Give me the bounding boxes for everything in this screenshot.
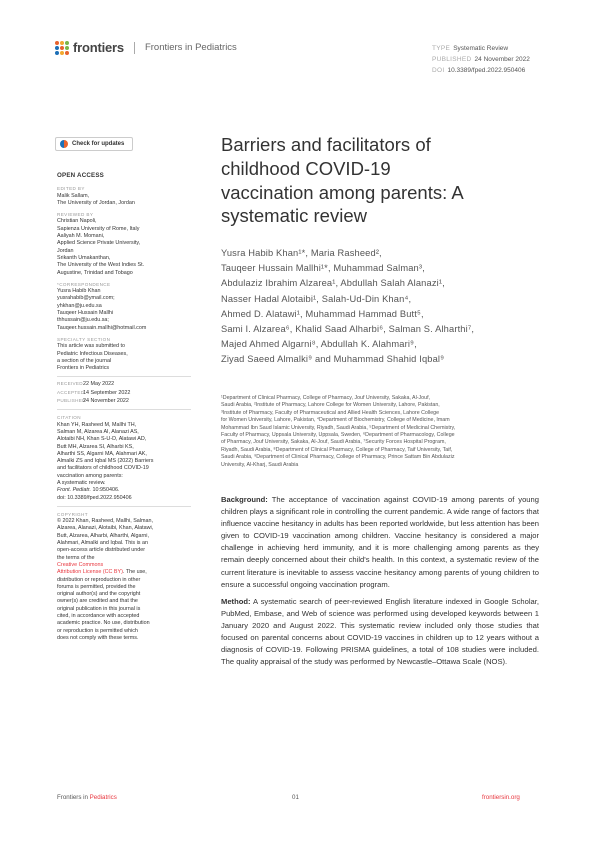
check-for-updates-button[interactable] (55, 137, 133, 151)
background-label: Background: (221, 495, 268, 504)
specialty-list-line: This article was submitted to (57, 343, 126, 350)
reviewed-by-list-line: Jordan (57, 247, 74, 254)
author-list-line: Tauqeer Hussain Mallhi¹*, Muhammad Salman³, (221, 263, 425, 274)
author-list-line: Yusra Habib Khan¹*, Maria Rasheed², (221, 248, 382, 258)
background-text: The acceptance of vaccination against COVID-19 among parents of young children plays a significant role in controlling the current pandemic. A wide range of factors that influence vaccine hesitancy in adults has been reported worldwide, but less attention has been given to COVID-19 vaccination among children. Vaccine hesitancy is considered a major challenge in achieving herd immunity, and it is more challenging among parents as they remain deeply concerned about their child's health. In this context, a systematic review of the current literature is inevitable to assess vaccine hesitancy among parents of young children to ensure a successful ongoing vaccination program. (221, 495, 539, 589)
affiliations-line: Saudi Arabia, ⁹Department of Clinical Pharmacy, College of Pharmacy, Prince Sattam Bin Abdulaziz (221, 454, 455, 461)
page-number: 01 (292, 794, 299, 801)
reviewed-by-list-line: The University of the West Indies St. (57, 262, 145, 269)
doi-value: 10.3389/fped.2022.950406 (447, 67, 526, 74)
article-type: Systematic Review (453, 45, 509, 52)
method-label: Method: (221, 596, 251, 606)
logo-dot (60, 41, 64, 45)
copyright-rest-list-line: academic practice. No use, distribution (57, 620, 150, 627)
affiliations-line: of Pharmacy, Jouf University, Sakaka, Al-Jouf, Saudi Arabia, ⁷Security Forces Hospital Program, (221, 439, 446, 446)
affiliations-line: for Women University, Lahore, Pakistan, ⁴Department of Biochemistry, College of Medicine, Imam (221, 417, 450, 424)
article-meta (432, 43, 530, 76)
edited-by-heading: EDITED BY (57, 186, 85, 192)
received-key: RECEIVED (57, 381, 83, 387)
citation-doi: doi: 10.3389/fped.2022.950406 (57, 494, 132, 501)
open-access-label: OPEN ACCESS (57, 172, 105, 179)
article-title-line: Barriers and facilitators of (221, 134, 431, 155)
correspondence-list (57, 288, 191, 332)
reviewed-by-list-line: Applied Science Private University, (57, 240, 141, 247)
logo-dot (65, 46, 69, 50)
copyright-rest-list-line: original publication in this journal is (57, 605, 141, 612)
correspondence-list-line: yusrahabib@ymail.com; (57, 295, 115, 302)
affiliations-line: Riyadh, Saudi Arabia, ⁸Department of Clinical Pharmacy, College of Pharmacy, Taif University, Taif, (221, 446, 453, 453)
correspondence-list-line: Tauqeer Hussain Mallhi (57, 310, 114, 317)
edited-by-list-line: Malik Sallam, (57, 192, 90, 199)
reviewed-by-list-line: Christian Napoli, (57, 218, 97, 225)
site-link[interactable]: frontiersin.org (482, 794, 520, 801)
accepted-date: 14 September 2022 (83, 389, 131, 396)
doi-key: DOI (432, 67, 445, 74)
specialty-list-line: a section of the journal (57, 357, 112, 364)
published-row (57, 397, 191, 405)
author-list (221, 246, 521, 368)
copyright-list-line: Alzarea, Alanazi, Alotaibi, Khan, Alatawi, (57, 525, 154, 532)
citation-list-line: Khan YH, Rasheed M, Mallhi TH, (57, 421, 137, 428)
logo-dot (60, 46, 64, 50)
copyright-list-line: Alahmari, Almalki and Iqbal. This is an (57, 540, 148, 547)
logo-dot (55, 51, 59, 55)
license-link-2[interactable]: Attribution License (CC BY) (57, 569, 123, 576)
reviewed-by-list-line: Augustine, Trinidad and Tobago (57, 269, 133, 276)
copyright-rest-list-line: owner(s) are credited and that the (57, 598, 138, 605)
specialty-list-line: Frontiers in Pediatrics (57, 365, 110, 372)
divider (57, 376, 191, 377)
divider (57, 506, 191, 507)
citation-heading: CITATION (57, 415, 81, 421)
copyright-rest-list-line: original author(s) and the copyright (57, 591, 141, 598)
logo-dot (60, 51, 64, 55)
logo-dot (65, 51, 69, 55)
article-info-sidebar (57, 172, 191, 642)
logo-dot (55, 41, 59, 45)
copyright-list-line: open-access article distributed under (57, 547, 146, 554)
type-key: TYPE (432, 45, 451, 52)
logo-dot (65, 41, 69, 45)
divider (57, 409, 191, 410)
specialty-list (57, 343, 191, 372)
correspondence-heading: *CORRESPONDENCE (57, 281, 111, 287)
article-title-line: vaccination among parents: A (221, 181, 464, 203)
received-date: 22 May 2022 (83, 381, 115, 388)
citation-list-line: A systematic review. (57, 479, 106, 486)
citation-list-line: Salman M, Alzarea AI, Alanazi AS, (57, 428, 139, 435)
citation-list-line: Alotaibi NH, Khan S-U-D, Alatawi AD, (57, 436, 147, 443)
check-for-updates-label: Check for updates (72, 141, 125, 147)
copyright-rest-list-line: forums is permitted, provided the (57, 583, 136, 590)
specialty-heading: SPECIALTY SECTION (57, 336, 111, 342)
copyright-rest-list-line: cited, in accordance with accepted (57, 613, 140, 620)
footer-journal-name: Pediatrics (89, 794, 117, 801)
copyright-heading: COPYRIGHT (57, 511, 88, 517)
specialty-list-line: Pediatric Infectious Diseases, (57, 350, 128, 357)
footer-journal (57, 794, 117, 801)
affiliations-line: Saudi Arabia, ²Institute of Pharmacy, Lahore College for Women University, Lahore, Pakistan, (221, 402, 440, 409)
correspondence-list-line: yhkhan@ju.edu.sa (57, 302, 102, 309)
affiliations-line: ³Institute of Pharmacy, Faculty of Pharmaceutical and Allied Health Sciences, Lahore College (221, 409, 440, 416)
affiliations-line: ¹Department of Clinical Pharmacy, College of Pharmacy, Jouf University, Sakaka, Al-Jouf, (221, 395, 431, 401)
citation-list (57, 422, 191, 488)
copyright-link-line-2 (57, 569, 191, 576)
correspondence-list-line: thhussain@ju.edu.sa; (57, 317, 109, 324)
published-date-left: 24 November 2022 (83, 398, 129, 405)
copyright-rest-list-line: does not comply with these terms. (57, 634, 139, 641)
accepted-row (57, 389, 191, 397)
copyright-rest-list-line: distribution or reproduction in other (57, 576, 141, 583)
citation-journal: Front. Pediatr. (57, 487, 91, 494)
article-title-line: systematic review (221, 205, 367, 227)
affiliations-line: University, Al-Kharj, Saudi Arabia (221, 461, 299, 468)
published-key-left: PUBLISHED (57, 398, 86, 404)
reviewed-by-list (57, 218, 191, 276)
copyright-list-line: Butt, Alzarea, Alharbi, Alharthi, Algarni, (57, 532, 149, 539)
brand-name: frontiers (73, 40, 124, 55)
method-text: A systematic search of peer-reviewed English literature indexed in Google Scholar, PubMed, Embase, and Web of science was performed using developed keywords between 1 January 2020 and August 2022. This systematic review included only those studies that focused on parental concerns about COVID-19 vaccines in children up to 12 years without a diagnosis of COVID-19. Following PRISMA guidelines, a total of 108 studies were included. The quality appraisal of the study was performed by Newcastle–Ottawa Scale (NOS). (221, 596, 539, 667)
logo-dot (55, 46, 59, 50)
refresh-icon (60, 140, 68, 148)
edited-by-list-line: The University of Jordan, Jordan (57, 199, 135, 206)
copyright-list-line: © 2022 Khan, Rasheed, Mallhi, Salman, (57, 518, 153, 525)
reviewed-by-list-line: Srikanth Umakanthan, (57, 254, 111, 261)
edited-by-list (57, 193, 191, 208)
correspondence-list-line: Tauqeer.hussain.mallhi@hotmail.com (57, 324, 147, 331)
copyright-rest-list-line: or reproduction is permitted which (57, 627, 138, 634)
abstract (221, 494, 539, 673)
correspondence-list-line: Yusra Habib Khan (57, 288, 101, 295)
accepted-key: ACCEPTED (57, 389, 85, 395)
frontiers-logo-icon (55, 41, 69, 55)
license-link[interactable]: Creative Commons (57, 561, 104, 568)
author-list-line: Abdulaziz Ibrahim Alzarea¹, Abdullah Salah Alanazi¹, (221, 278, 445, 289)
copyright-after-link: . The use, (122, 569, 147, 576)
affiliations-line: Faculty of Pharmacy, Uppsala University, Uppsala, Sweden, ⁶Department of Pharmacology, College (221, 432, 455, 439)
affiliations-line: Mohammad Ibn Saud Islamic University, Riyadh, Saudi Arabia, ⁵Department of Medicinal Chemistry, (221, 424, 456, 431)
article-title (221, 133, 521, 228)
reviewed-by-heading: REVIEWED BY (57, 212, 94, 218)
citation-list-line: Almalki ZS and Iqbal MS (2022) Barriers (57, 458, 154, 465)
journal-name: Frontiers in Pediatrics (144, 42, 237, 53)
reviewed-by-list-line: Sapienza University of Rome, Italy (57, 225, 140, 232)
copyright-link-line (57, 562, 191, 569)
author-list-line: Sami I. Alzarea⁶, Khalid Saad Alharbi⁶, Salman S. Alharthi⁷, (221, 324, 475, 335)
citation-list-line: Butt MH, Alzarea SI, Alharbi KS, (57, 443, 134, 450)
reviewed-by-list-line: Aaliyah M. Momani, (57, 233, 105, 240)
received-row (57, 380, 191, 388)
copyright-list (57, 518, 191, 562)
author-list-line: Nasser Hadal Alotaibi¹, Salah-Ud-Din Khan⁴, (221, 293, 412, 304)
author-list-line: Ahmed D. Alatawi¹, Muhammad Hammad Butt⁵, (221, 308, 424, 319)
abstract-background (221, 494, 539, 591)
abstract-method (221, 596, 539, 669)
published-date: 24 November 2022 (474, 56, 530, 63)
citation-journal-line (57, 487, 191, 494)
citation-volume: 10:950406. (90, 487, 120, 494)
published-key: PUBLISHED (432, 56, 472, 63)
author-list-line: Ziyad Saeed Almalki⁹ and Muhammad Shahid Iqbal⁹ (221, 354, 445, 365)
affiliations (221, 395, 526, 469)
footer-prefix: Frontiers in (57, 794, 90, 801)
frontiers-logo[interactable] (55, 40, 237, 55)
copyright-list-line: the terms of the (57, 554, 95, 561)
citation-list-line: and facilitators of childhood COVID-19 (57, 465, 149, 472)
copyright-rest-list (57, 577, 191, 643)
citation-list-line: Alharthi SS, Algarni MA, Alahmari AK, (57, 450, 147, 457)
citation-list-line: vaccination among parents: (57, 472, 123, 479)
header-divider (134, 42, 135, 54)
article-title-line: childhood COVID-19 (221, 157, 391, 179)
author-list-line: Majed Ahmed Algarni⁸, Abdullah K. Alahmari⁹, (221, 339, 417, 350)
